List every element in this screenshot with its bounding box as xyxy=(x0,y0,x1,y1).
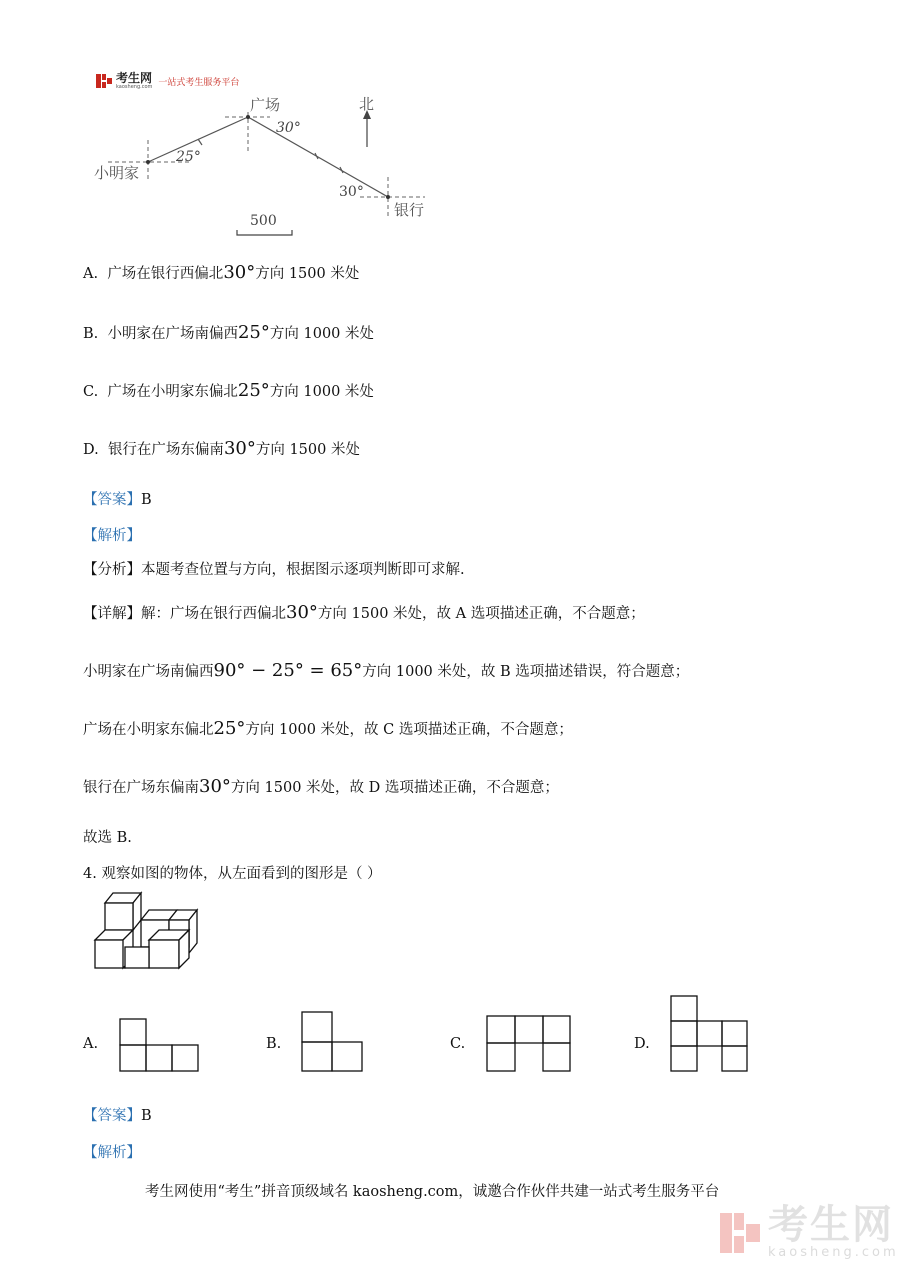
angle-bank: 30° xyxy=(339,184,364,200)
option-a: A. 广场在银行西偏北30°方向 1500 米处 xyxy=(83,262,360,283)
question-4: 4. 观察如图的物体，从左面看到的图形是（ ） xyxy=(83,866,382,882)
label-bank: 银行 xyxy=(394,201,425,219)
bank-point xyxy=(386,195,390,199)
label-north: 北 xyxy=(359,95,375,113)
direction-map-figure xyxy=(90,92,440,242)
cube-object-figure xyxy=(93,888,203,970)
q4-option-a-figure xyxy=(119,1018,201,1073)
q4-option-c-label: C. xyxy=(450,1036,466,1052)
answer-value: B xyxy=(141,492,152,508)
detail-line-3: 广场在小明家东偏北25°方向 1000 米处，故 C 选项描述正确，不合题意； xyxy=(83,718,573,739)
north-arrow xyxy=(363,110,371,147)
logo-domain: kaosheng.com xyxy=(116,84,153,90)
answer-tag: 【答案】 xyxy=(83,492,141,508)
q4-option-b-label: B. xyxy=(266,1036,282,1052)
q4-analysis-tag: 【解析】 xyxy=(83,1145,141,1161)
q4-answer-line xyxy=(83,1104,152,1125)
q4-option-c-figure xyxy=(486,1015,572,1073)
logo-name: 考生网 xyxy=(116,71,153,85)
q4-option-b-figure xyxy=(301,1011,365,1073)
analysis-summary: 【分析】本题考查位置与方向，根据图示逐项判断即可求解. xyxy=(83,562,465,578)
label-home: 小明家 xyxy=(94,164,140,182)
angle-home: 25° xyxy=(176,149,201,165)
angle-plaza: 30° xyxy=(276,120,301,136)
q4-answer-tag: 【答案】 xyxy=(83,1108,141,1124)
q4-option-d-figure xyxy=(670,995,750,1073)
watermark-logo-icon xyxy=(718,1209,762,1257)
logo-slogan: 一站式考生服务平台 xyxy=(158,77,240,88)
detail-line-2: 小明家在广场南偏西90° − 25° = 65°方向 1000 米处，故 B 选项描述错误，符合题意； xyxy=(83,660,690,681)
scale-bar xyxy=(237,230,292,235)
analysis-tag: 【解析】 xyxy=(83,528,141,544)
conclusion: 故选 B. xyxy=(83,830,132,846)
answer-line xyxy=(83,488,152,509)
label-plaza: 广场 xyxy=(250,96,281,114)
q4-option-d-label: D. xyxy=(634,1036,650,1052)
option-c: C. 广场在小明家东偏北25°方向 1000 米处 xyxy=(83,380,374,401)
option-b: B. 小明家在广场南偏西25°方向 1000 米处 xyxy=(83,322,375,343)
q4-option-a-label: A. xyxy=(83,1036,99,1052)
home-point xyxy=(146,160,150,164)
detail-line-4: 银行在广场东偏南30°方向 1500 米处，故 D 选项描述正确，不合题意； xyxy=(83,776,559,797)
header-logo xyxy=(95,72,239,90)
plaza-point xyxy=(246,115,250,119)
scale-label: 500 xyxy=(250,213,277,229)
watermark-text: 考生网 xyxy=(768,1202,894,1248)
detail-line-1: 【详解】解：广场在银行西偏北30°方向 1500 米处，故 A 选项描述正确，不合题意； xyxy=(83,602,645,623)
q4-answer-value: B xyxy=(141,1108,152,1124)
watermark xyxy=(718,1202,899,1260)
kaosheng-logo-icon xyxy=(95,72,113,90)
watermark-sub: kaosheng.com xyxy=(768,1245,899,1260)
option-d: D. 银行在广场东偏南30°方向 1500 米处 xyxy=(83,438,360,459)
footer-text: 考生网使用“考生”拼音顶级域名 kaosheng.com，诚邀合作伙伴共建一站式考生服务平台 xyxy=(145,1184,720,1200)
